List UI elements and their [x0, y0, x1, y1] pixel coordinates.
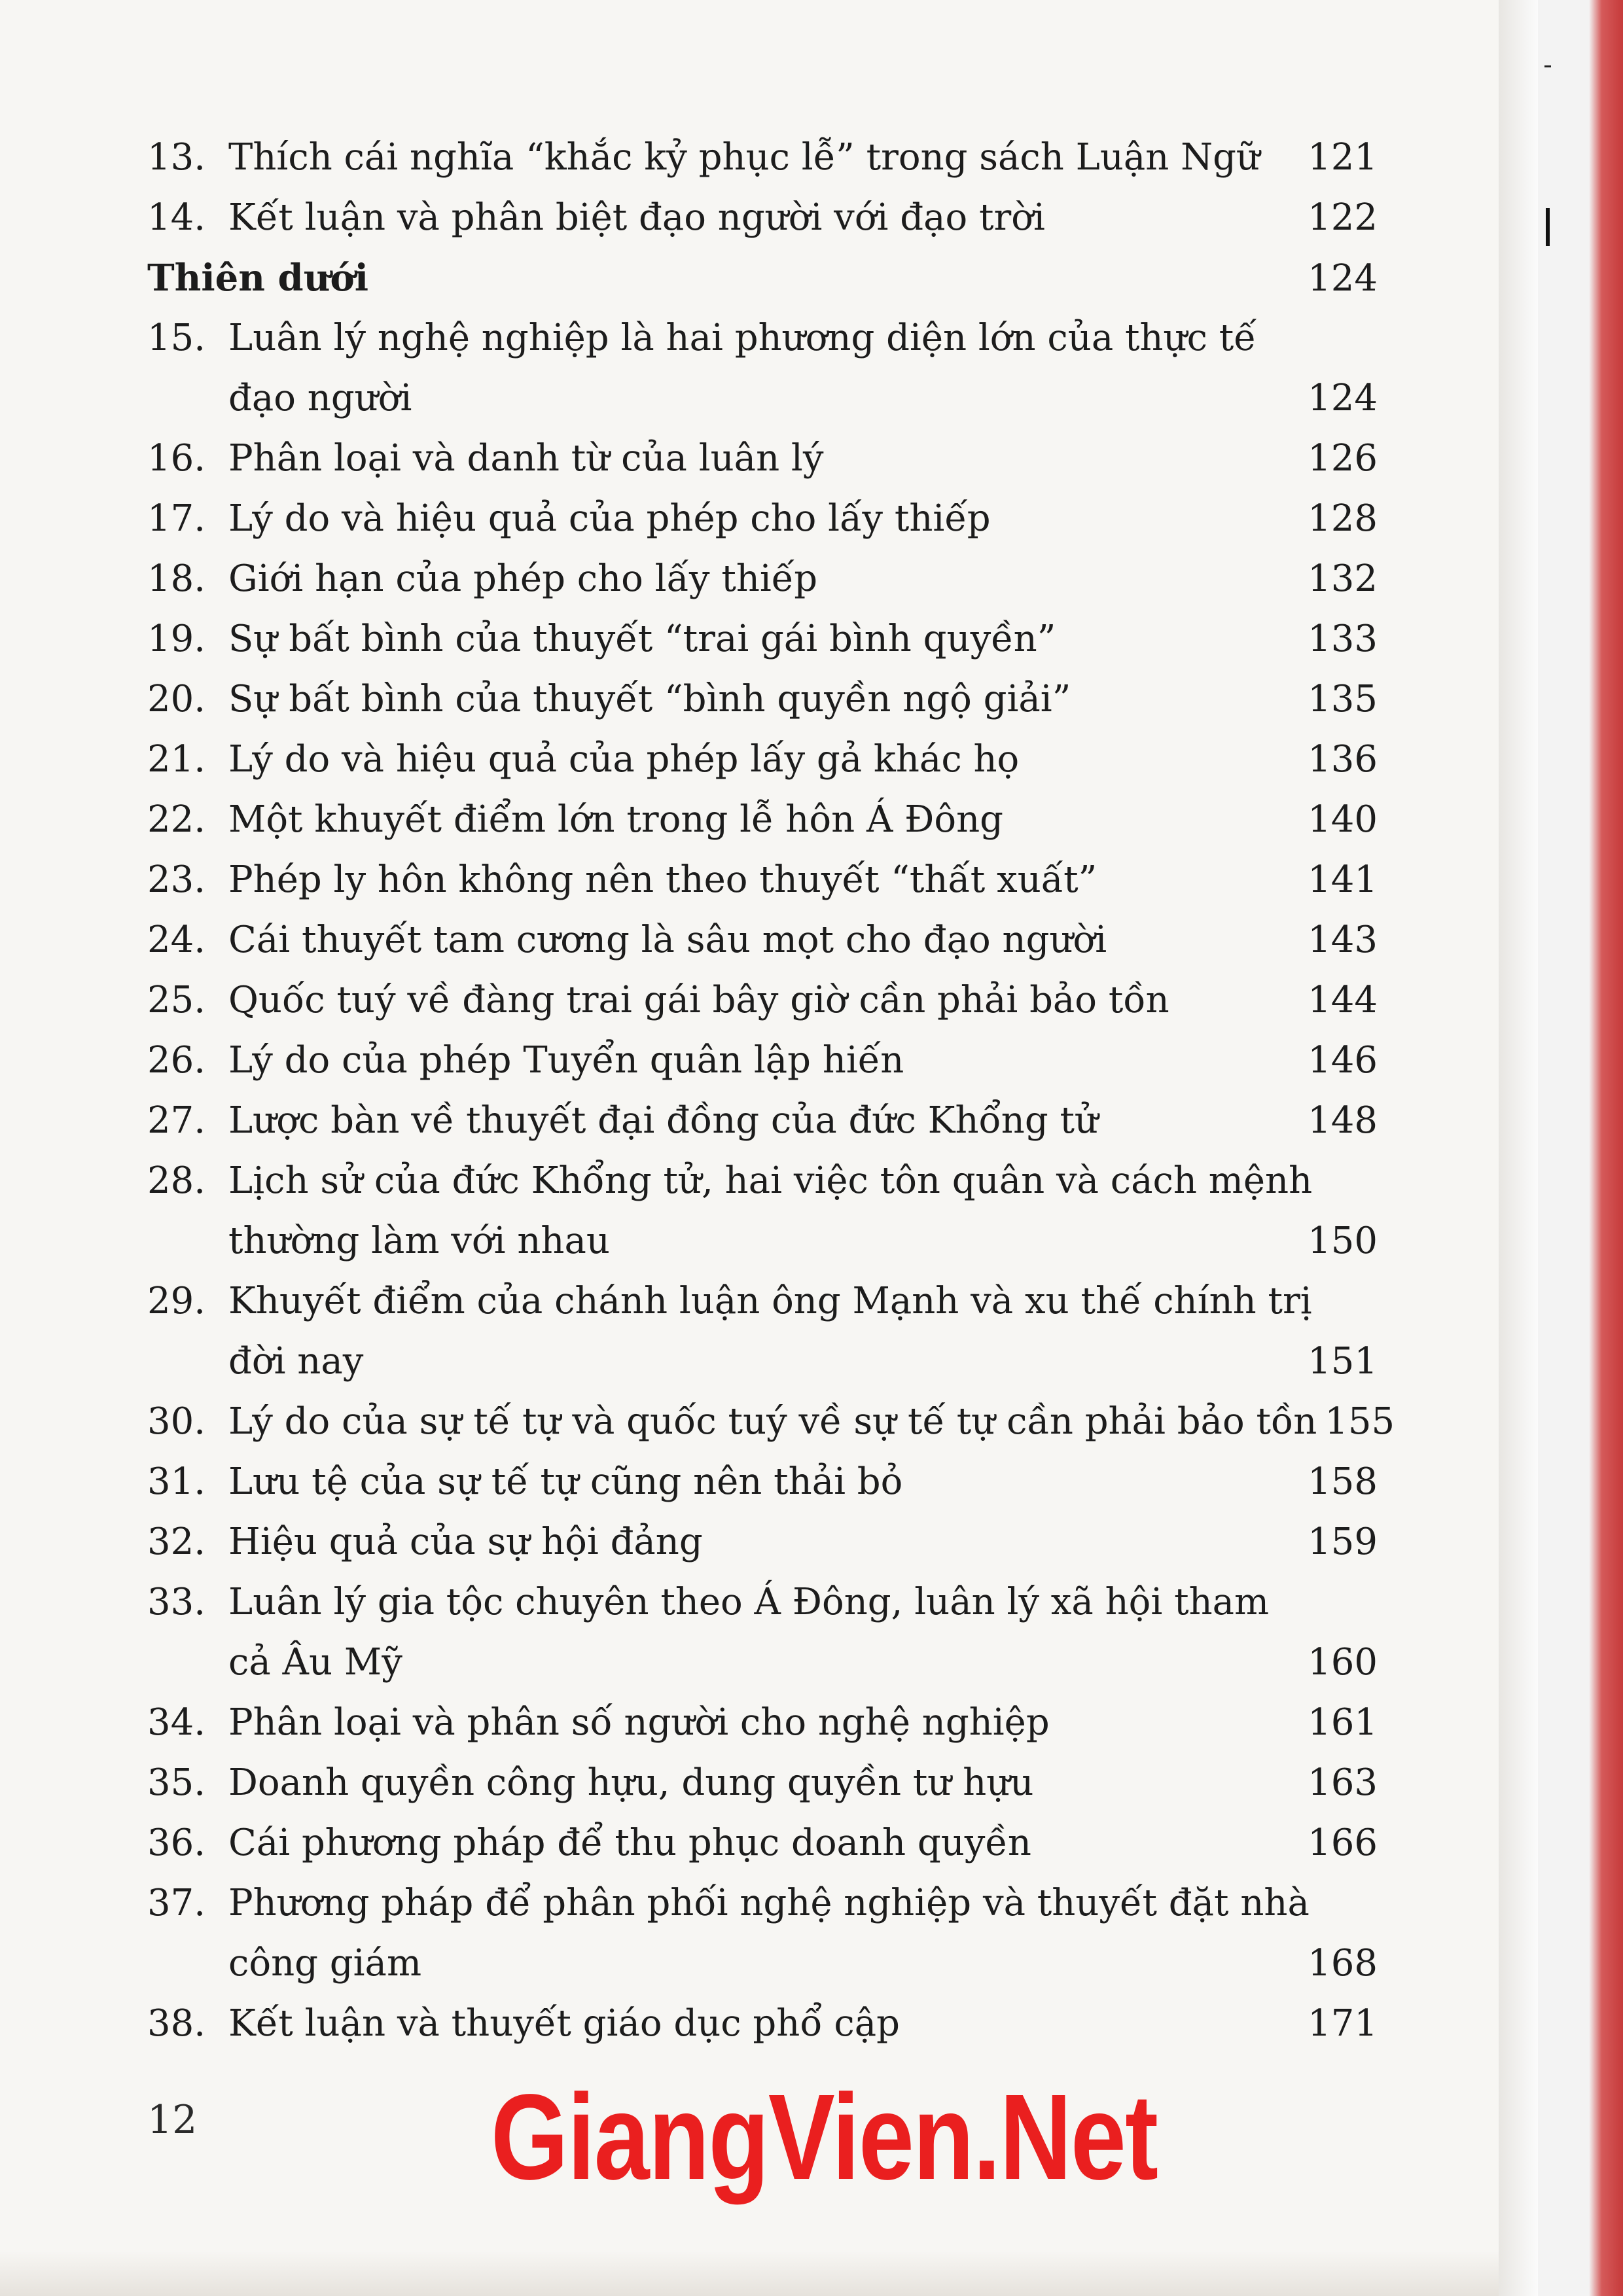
toc-entry-number: 26. [147, 1039, 206, 1082]
toc-entry-title: Hiệu quả của sự hội đảng [228, 1521, 703, 1563]
toc-entry [147, 188, 1378, 248]
toc-entry-title: Lý do của sự tế tự và quốc tuý về sự tế tự cần phải bảo tồn [228, 1400, 1317, 1443]
toc-entry-line [147, 1994, 1378, 2054]
toc-entry [147, 1994, 1378, 2054]
toc-entry-page: 124 [1308, 377, 1378, 419]
toc-entry-number: 14. [147, 196, 206, 239]
toc-entry-page: 158 [1308, 1460, 1378, 1503]
toc-entry-line [147, 489, 1378, 549]
toc-entry-line [147, 1211, 1378, 1271]
dot-leader [1102, 1100, 1304, 1137]
toc-entry [147, 1813, 1378, 1873]
toc-entry-title: Lịch sử của đức Khổng tử, hai việc tôn quân và cách mệnh [228, 1159, 1313, 1202]
toc-entry-line [147, 1873, 1378, 1934]
dot-leader [416, 378, 1304, 414]
toc-entry-number: 38. [147, 2002, 206, 2045]
toc-entry-line [147, 730, 1378, 790]
toc-entry-title: Kết luận và thuyết giáo dục phổ cập [228, 2002, 900, 2045]
toc-entry-number: 29. [147, 1280, 206, 1322]
toc-entry-line [147, 1813, 1378, 1873]
toc-entry-number: 15. [147, 317, 206, 359]
toc-entry-line [147, 850, 1378, 910]
dot-leader [827, 438, 1304, 474]
toc-entry-page: 143 [1308, 919, 1378, 961]
toc-entry-page: 155 [1325, 1400, 1395, 1443]
toc-entry-page: 144 [1308, 979, 1378, 1021]
dot-leader [425, 1943, 1304, 1979]
toc-entry-page: 159 [1308, 1521, 1378, 1563]
toc-entry-title: Luân lý gia tộc chuyên theo Á Đông, luân lý xã hội tham [228, 1581, 1270, 1623]
dot-leader [1037, 1762, 1304, 1799]
toc-entry-number: 36. [147, 1822, 206, 1864]
toc-entry [147, 1031, 1378, 1091]
toc-entry-title: Phép ly hôn không nên theo thuyết “thất xuất” [228, 858, 1097, 901]
toc-entry-page: 136 [1308, 738, 1378, 781]
dot-leader [1101, 859, 1304, 896]
toc-entry-number: 32. [147, 1521, 206, 1563]
toc-entry-title: Kết luận và phân biệt đạo người với đạo trời [228, 196, 1045, 239]
toc-entry-page: 133 [1308, 618, 1378, 660]
toc-entry-line [147, 128, 1378, 188]
dot-leader [1060, 618, 1304, 655]
toc-entry-page: 122 [1308, 196, 1378, 239]
toc-entry-title: Phân loại và danh từ của luân lý [228, 437, 824, 480]
toc-entry-page: 128 [1308, 497, 1378, 540]
dot-leader [821, 558, 1304, 595]
toc-entry-page: 132 [1308, 557, 1378, 600]
toc-entry [147, 1572, 1378, 1693]
toc-entry [147, 970, 1378, 1031]
toc-entry-line [147, 1693, 1378, 1753]
toc-entry-page: 141 [1308, 858, 1378, 901]
dot-leader [1264, 137, 1304, 173]
toc-entry [147, 429, 1378, 489]
toc-entry-number: 31. [147, 1460, 206, 1503]
toc-entry-line [147, 790, 1378, 850]
toc-entry-title: Lý do và hiệu quả của phép cho lấy thiếp [228, 497, 991, 540]
toc-entry-number: 33. [147, 1581, 206, 1623]
dot-leader [1049, 197, 1304, 234]
toc-entry-number: 16. [147, 437, 206, 480]
dot-leader [406, 1642, 1304, 1678]
dot-leader [1111, 919, 1304, 956]
toc-entry-line [147, 1934, 1378, 1994]
toc-entry-line [147, 1512, 1378, 1572]
toc-entry-line [147, 188, 1378, 248]
toc-entry [147, 669, 1378, 730]
page-number: 12 [147, 2097, 198, 2143]
toc-entry-title: Lý do và hiệu quả của phép lấy gả khác họ [228, 738, 1020, 781]
dot-leader [1173, 980, 1304, 1016]
toc-entry [147, 549, 1378, 609]
toc-entry-title: thường làm với nhau [228, 1220, 610, 1262]
toc-entry-line [147, 1753, 1378, 1813]
toc-entry-title: Giới hạn của phép cho lấy thiếp [228, 557, 818, 600]
toc-entry-title: Thiên dưới [147, 256, 368, 300]
dot-leader [1023, 739, 1304, 775]
toc-entry [147, 609, 1378, 669]
toc-entry-page: 171 [1308, 2002, 1378, 2045]
toc-entry-number: 17. [147, 497, 206, 540]
toc-entry-page: 148 [1308, 1099, 1378, 1142]
toc-entry [147, 730, 1378, 790]
toc-entry-page: 124 [1308, 257, 1378, 300]
toc-entry-line [147, 609, 1378, 669]
page-edge-shadow [1499, 0, 1538, 2296]
toc-entry-title: Phân loại và phân số người cho nghệ nghiệp [228, 1701, 1050, 1744]
dot-leader [367, 1341, 1304, 1377]
toc-entry-title: công giám [228, 1942, 422, 1985]
toc-entry-title: Phương pháp để phân phối nghệ nghiệp và thuyết đặt nhà [228, 1882, 1310, 1924]
toc-entry-title: Doanh quyền công hựu, dung quyền tư hựu [228, 1761, 1034, 1804]
toc-entry-title: Lược bàn về thuyết đại đồng của đức Khổng tử [228, 1099, 1099, 1142]
page-bottom-shadow [0, 2251, 1499, 2296]
dot-leader [1075, 679, 1304, 715]
toc-entry-line [147, 549, 1378, 609]
dot-leader [1007, 799, 1304, 836]
book-cover-edge [1538, 0, 1623, 2296]
toc-section-heading [147, 248, 1378, 308]
toc-entry [147, 1091, 1378, 1151]
dot-leader [707, 1521, 1304, 1558]
toc-entry-line [147, 1271, 1378, 1332]
toc-entry-title: Sự bất bình của thuyết “bình quyền ngộ giải” [228, 678, 1071, 720]
dot-leader [614, 1220, 1304, 1257]
toc-entry-title: Khuyết điểm của chánh luận ông Mạnh và xu thế chính trị [228, 1280, 1312, 1322]
toc-entry-number: 24. [147, 919, 206, 961]
toc-entry-line [147, 669, 1378, 730]
edge-mark [1546, 208, 1550, 246]
toc-entry-title: Thích cái nghĩa “khắc kỷ phục lễ” trong sách Luận Ngữ [228, 136, 1260, 179]
toc-entry-line [147, 910, 1378, 970]
toc-entry-line [147, 1633, 1378, 1693]
toc-entry-page: 121 [1308, 136, 1378, 179]
dot-leader [908, 1040, 1304, 1076]
toc-entry [147, 1392, 1395, 1452]
toc-entry [147, 910, 1378, 970]
toc-entry-number: 22. [147, 798, 206, 841]
toc-entry [147, 489, 1378, 549]
toc-entry-number: 21. [147, 738, 206, 781]
toc-entry-line [147, 368, 1378, 429]
toc-entry-number: 20. [147, 678, 206, 720]
toc-entry-title: Cái thuyết tam cương là sâu mọt cho đạo người [228, 919, 1107, 961]
dot-leader [1035, 1822, 1304, 1859]
toc-entry-page: 140 [1308, 798, 1378, 841]
toc-entry-number: 23. [147, 858, 206, 901]
toc-entry-number: 30. [147, 1400, 206, 1443]
toc-entry-page: 135 [1308, 678, 1378, 720]
toc-entry [147, 1693, 1378, 1753]
toc-entry-line [147, 1452, 1378, 1512]
toc-entry-title: Quốc tuý về đàng trai gái bây giờ cần phải bảo tồn [228, 979, 1169, 1021]
toc-entry-number: 18. [147, 557, 206, 600]
toc-entry-page: 163 [1308, 1761, 1378, 1804]
dot-leader [906, 1461, 1304, 1498]
toc-entry-title: Luân lý nghệ nghiệp là hai phương diện lớn của thực tế [228, 317, 1257, 359]
toc-entry-title: Cái phương pháp để thu phục doanh quyền [228, 1822, 1031, 1864]
dot-leader [995, 498, 1304, 535]
toc-entry-number: 19. [147, 618, 206, 660]
toc-entry-page: 151 [1308, 1340, 1378, 1383]
toc-entry-page: 160 [1308, 1641, 1378, 1684]
dot-leader [1054, 1702, 1304, 1739]
toc-entry-title: đạo người [228, 377, 412, 419]
dot-leader [904, 2003, 1304, 2040]
toc-entry [147, 1452, 1378, 1512]
edge-mark [1544, 65, 1551, 67]
toc-entry [147, 790, 1378, 850]
dot-leader [372, 258, 1304, 294]
toc-entry-page: 161 [1308, 1701, 1378, 1744]
toc-entry [147, 1271, 1378, 1392]
toc-entry-number: 28. [147, 1159, 206, 1202]
toc-entry-page: 150 [1308, 1220, 1378, 1262]
toc-entry-number: 37. [147, 1882, 206, 1924]
watermark: GiangVien.Net [491, 2070, 1158, 2205]
toc-entry-title: Sự bất bình của thuyết “trai gái bình quyền” [228, 618, 1056, 660]
toc-entry-line [147, 1091, 1378, 1151]
toc-entry [147, 128, 1378, 188]
toc-entry-number: 27. [147, 1099, 206, 1142]
toc-entry-line [147, 1031, 1378, 1091]
toc-entry-page: 146 [1308, 1039, 1378, 1082]
toc-entry-line [147, 429, 1378, 489]
toc-entry [147, 308, 1378, 429]
toc-entry [147, 1753, 1378, 1813]
toc-entry [147, 1151, 1378, 1271]
toc-entry-title: Một khuyết điểm lớn trong lễ hôn Á Đông [228, 798, 1004, 841]
toc-entry-title: Lưu tệ của sự tế tự cũng nên thải bỏ [228, 1460, 903, 1503]
toc-entry-title: cả Âu Mỹ [228, 1641, 402, 1684]
toc-entry-line [147, 1572, 1378, 1633]
toc-entry-page: 166 [1308, 1822, 1378, 1864]
toc-entry-number: 34. [147, 1701, 206, 1744]
toc-entry-line [147, 970, 1378, 1031]
toc-entry-title: Lý do của phép Tuyển quân lập hiến [228, 1039, 904, 1082]
table-of-contents [147, 128, 1395, 2054]
toc-entry-line [147, 1392, 1395, 1452]
toc-entry-line [147, 308, 1378, 368]
toc-entry-line [147, 1151, 1378, 1211]
toc-entry-page: 126 [1308, 437, 1378, 480]
toc-entry-number: 13. [147, 136, 206, 179]
toc-entry-title: đời nay [228, 1340, 364, 1383]
toc-entry-number: 35. [147, 1761, 206, 1804]
toc-entry [147, 1512, 1378, 1572]
toc-entry [147, 850, 1378, 910]
toc-entry-line [147, 1332, 1378, 1392]
toc-entry-number: 25. [147, 979, 206, 1021]
toc-entry-page: 168 [1308, 1942, 1378, 1985]
toc-entry [147, 1873, 1378, 1994]
toc-entry-line [147, 248, 1378, 308]
